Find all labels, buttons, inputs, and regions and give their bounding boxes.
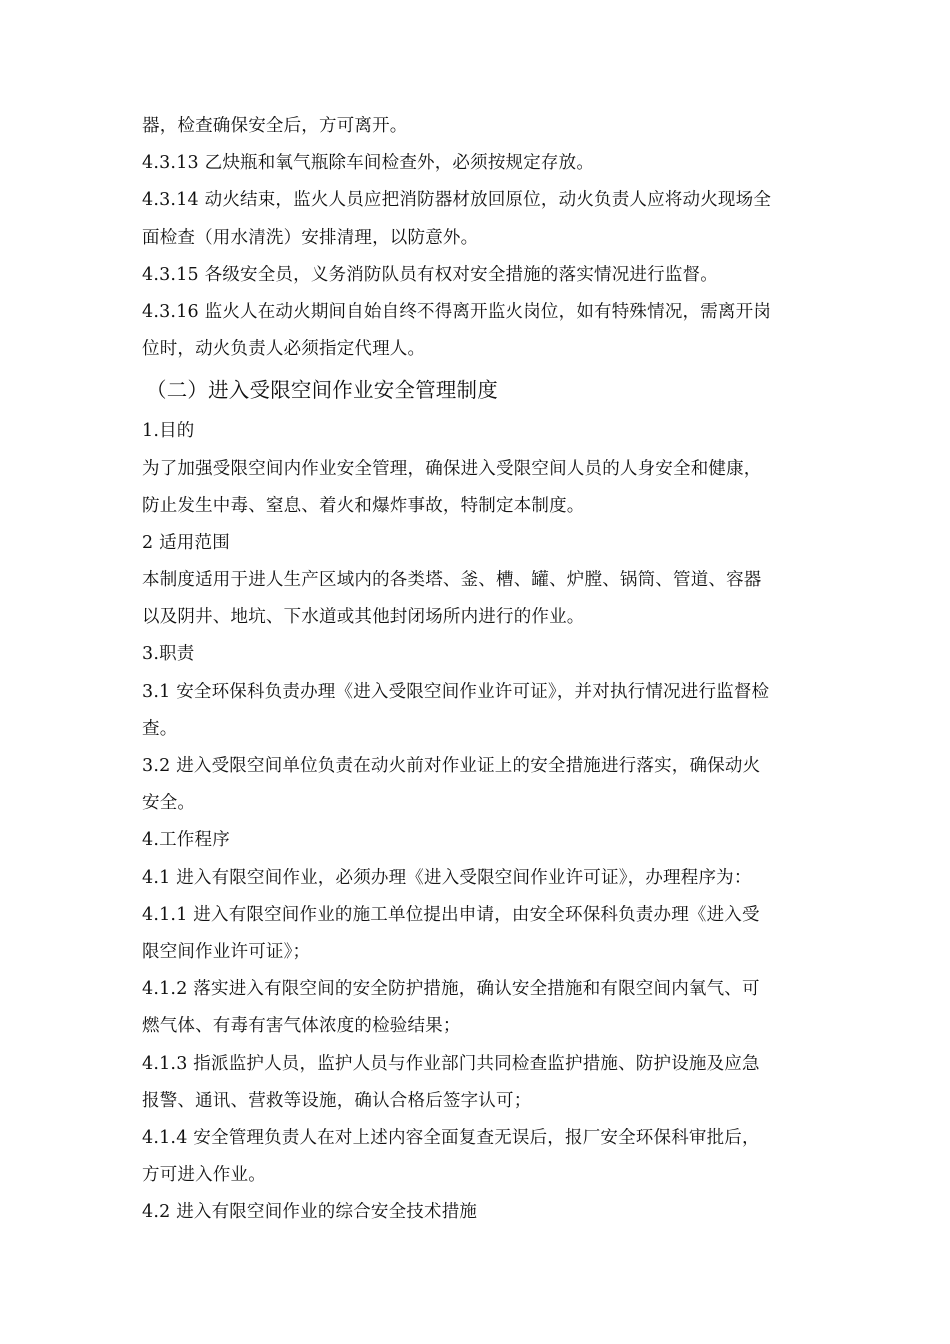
text-line: 4.1 进入有限空间作业，必须办理《进入受限空间作业许可证》，办理程序为： bbox=[142, 867, 752, 888]
text-line: 器，检查确保安全后，方可离开。 bbox=[142, 116, 408, 136]
text-line: 面检查（用水清洗）安排清理，以防意外。 bbox=[142, 227, 479, 248]
document-body bbox=[142, 108, 810, 1231]
text-line: 以及阴井、地坑、下水道或其他封闭场所内进行的作业。 bbox=[142, 607, 585, 628]
text-line: 安全。 bbox=[142, 793, 196, 814]
text-line: 4.3.14 动火结束，监火人员应把消防器材放回原位，动火负责人应将动火现场全 bbox=[142, 190, 772, 211]
text-line: 4.1.4 安全管理负责人在对上述内容全面复查无误后，报厂安全环保科审批后， bbox=[142, 1127, 760, 1148]
section-heading: （二）进入受限空间作业安全管理制度 bbox=[146, 378, 498, 403]
text-line: 4.工作程序 bbox=[142, 830, 230, 851]
text-line: 3.1 安全环保科负责办理《进入受限空间作业许可证》，并对执行情况进行监督检 bbox=[142, 681, 770, 702]
text-line: 防止发生中毒、窒息、着火和爆炸事故，特制定本制度。 bbox=[142, 495, 585, 516]
text-line: 本制度适用于进人生产区域内的各类塔、釜、槽、罐、炉膛、锅筒、管道、容器 bbox=[142, 570, 762, 591]
text-line: 4.1.2 落实进入有限空间的安全防护措施，确认安全措施和有限空间内氧气、可 bbox=[142, 979, 760, 1000]
text-line: 3.2 进入受限空间单位负责在动火前对作业证上的安全措施进行落实，确保动火 bbox=[142, 756, 761, 776]
text-line: 位时，动火负责人必须指定代理人。 bbox=[142, 339, 426, 360]
text-line: 限空间作业许可证》； bbox=[142, 941, 311, 962]
text-line: 4.2 进入有限空间作业的综合安全技术措施 bbox=[142, 1202, 478, 1223]
text-line: 1.目的 bbox=[142, 421, 195, 442]
text-line: 4.3.15 各级安全员，义务消防队员有权对安全措施的落实情况进行监督。 bbox=[142, 264, 718, 285]
text-line: 报警、通讯、营救等设施，确认合格后签字认可； bbox=[142, 1090, 532, 1111]
text-line: 为了加强受限空间内作业安全管理，确保进入受限空间人员的人身安全和健康， bbox=[142, 458, 762, 479]
text-line: 4.3.13 乙炔瓶和氧气瓶除车间检查外，必须按规定存放。 bbox=[142, 153, 595, 174]
text-line: 4.3.16 监火人在动火期间自始自终不得离开监火岗位，如有特殊情况，需离开岗 bbox=[142, 301, 772, 322]
text-line: 4.1.3 指派监护人员，监护人员与作业部门共同检查监护措施、防护设施及应急 bbox=[142, 1053, 760, 1074]
text-line: 燃气体、有毒有害气体浓度的检验结果； bbox=[142, 1016, 461, 1037]
text-line: 查。 bbox=[142, 718, 178, 739]
text-line: 3.职责 bbox=[142, 644, 195, 665]
text-line: 2 适用范围 bbox=[142, 532, 230, 553]
text-line: 4.1.1 进入有限空间作业的施工单位提出申请，由安全环保科负责办理《进入受 bbox=[142, 904, 760, 925]
text-line: 方可进入作业。 bbox=[142, 1165, 266, 1186]
